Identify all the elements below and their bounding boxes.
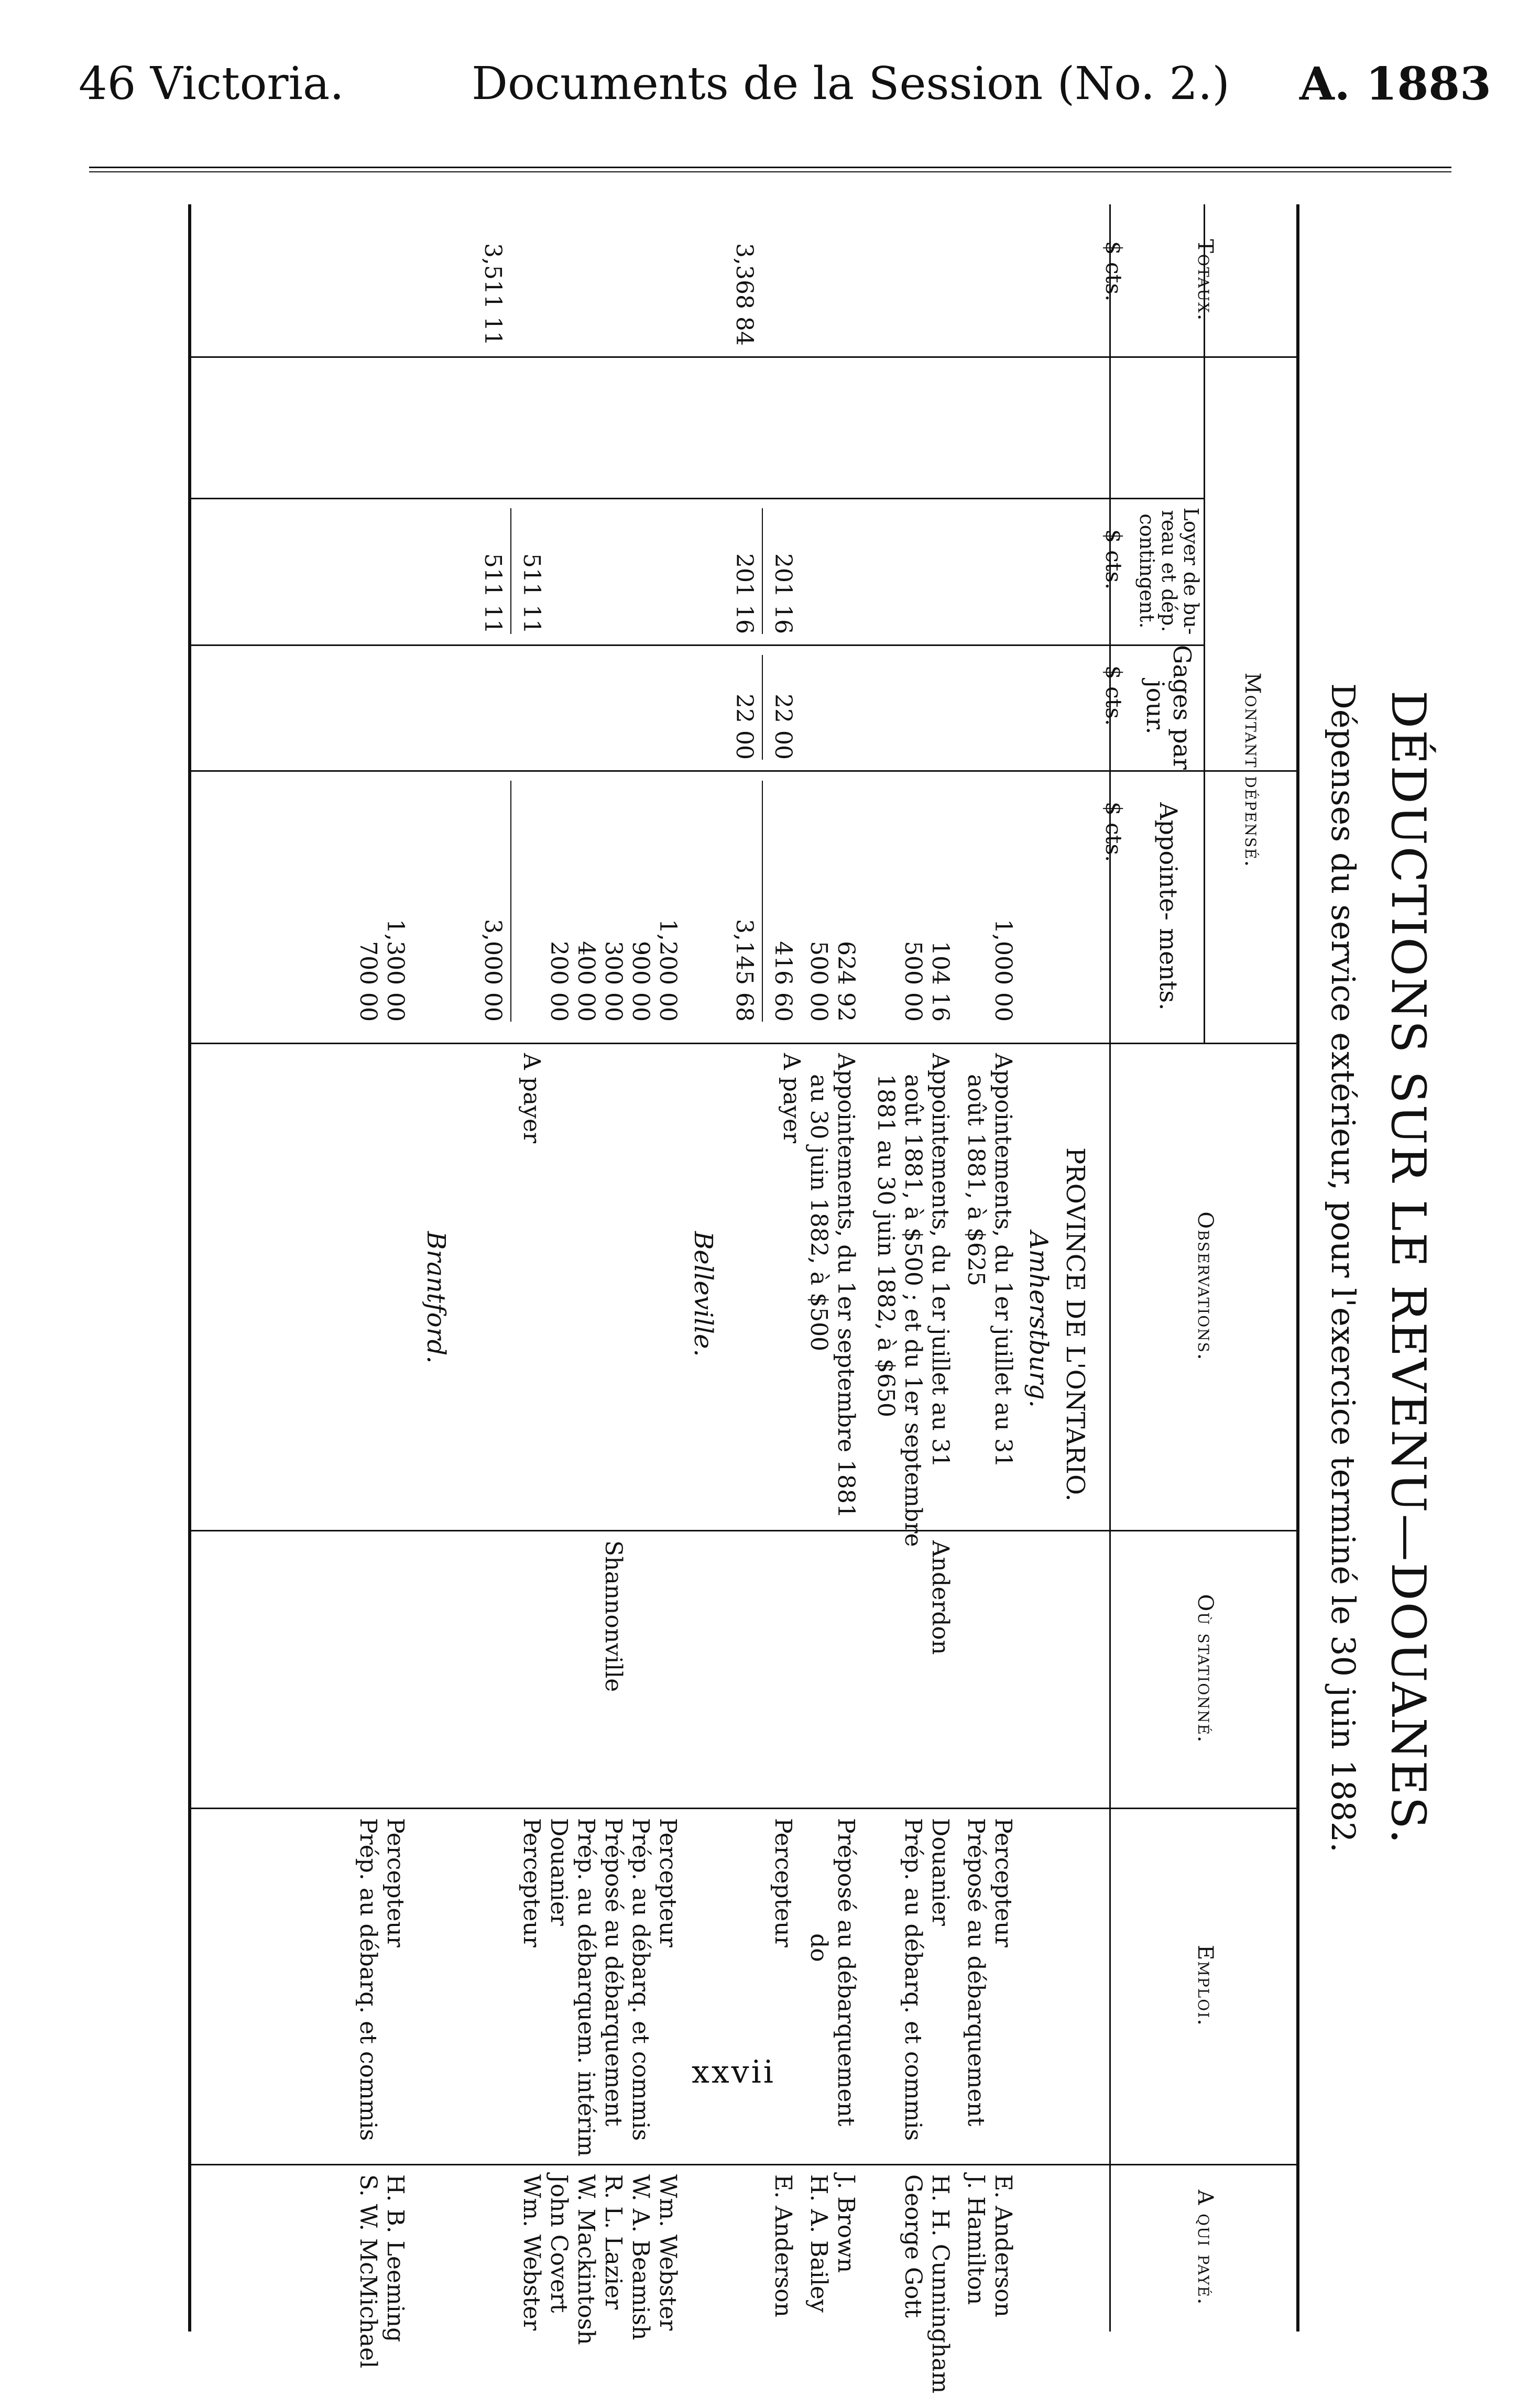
table-row-payee: S. W. McMichael [355, 2174, 381, 2369]
table-row-payee: J. Hamilton [963, 2174, 989, 2305]
section-amherstburg: Amherstburg. [1024, 1231, 1053, 1408]
header-document: Documents de la Session (No. 2.) [472, 58, 1230, 110]
header-session: 46 Victoria. [79, 58, 344, 110]
section-belleville: Belleville. [689, 1231, 718, 1357]
table-row-payee: George Gott [900, 2174, 926, 2318]
header-rule [89, 167, 1451, 172]
section-total: 3,368 84 [731, 243, 758, 346]
subtotal-app: 3,000 00 [479, 919, 506, 1022]
subtotal-loyer: 511 11 [479, 553, 506, 634]
table-row-emploi: Percepteur [518, 1818, 545, 1947]
table-row-payee: H. B. Leeming [382, 2174, 409, 2343]
table-bottom-rule [188, 204, 191, 2332]
unit-totaux: $ cts. [1101, 241, 1127, 302]
table-row-emploi: Prép. au débarq. et commis [627, 1818, 654, 2141]
table-row-obs: Appointements, du 1er juillet au 31 [990, 1053, 1017, 1468]
table-row-payee: Wm. Webster [654, 2174, 681, 2331]
table-row-emploi: Préposé au débarquement [600, 1818, 627, 2127]
subtotal-rule [762, 508, 763, 634]
page-header [0, 0, 1519, 173]
table-row-obs: août 1881, à $625 [963, 1074, 989, 1286]
subtotal-app: 3,145 68 [731, 919, 758, 1022]
table-row-loyer: 511 11 [518, 553, 545, 634]
table-row-payee: E. Anderson [770, 2174, 796, 2317]
subhead-loyer: Loyer de bu- reau et dép. contingent. [1135, 507, 1203, 635]
unit-gages: $ cts. [1101, 665, 1127, 726]
subtotal-rule [762, 781, 763, 1022]
table-row-emploi: Préposé au débarquement [963, 1818, 989, 2127]
table-row-app: 416 60 [770, 941, 796, 1022]
col-header-station: Où stationné. [1193, 1594, 1217, 1744]
subhead-appointements: Appointe- ments. [1154, 802, 1183, 1011]
unit-loyer: $ cts. [1101, 529, 1127, 590]
table-row-emploi: do [805, 1933, 832, 1962]
table-row-emploi: Percepteur [990, 1818, 1017, 1947]
section-total: 3,511 11 [479, 243, 506, 346]
subtotal-rule [762, 655, 763, 760]
table-row-app: 1,200 00 [654, 919, 681, 1022]
subtotal-rule [510, 508, 511, 634]
table-row-app: 500 00 [805, 941, 832, 1022]
col-header-montant: Montant dépensé. [1240, 672, 1264, 868]
section-brantford: Brantford. [421, 1231, 451, 1364]
subtotal-loyer: 201 16 [731, 553, 758, 634]
table-row-app: 200 00 [545, 941, 572, 1022]
table-row-payee: R. L. Lazier [600, 2174, 627, 2310]
table-row-app: 1,000 00 [990, 919, 1017, 1022]
table-row-app: 104 16 [927, 941, 954, 1022]
table-row-emploi: Prép. au débarq. et commis [355, 1818, 381, 2141]
table-row-payee: Wm. Webster [518, 2174, 545, 2331]
table-row-obs: Appointements, du 1er septembre 1881 [833, 1053, 859, 1519]
table-row-app: 900 00 [627, 941, 654, 1022]
table-row-payee: H. H. Cunningham [927, 2174, 954, 2394]
header-year: A. 1883 [1299, 58, 1491, 111]
col-header-observations: Observations. [1193, 1211, 1217, 1361]
table-row-app: 500 00 [900, 941, 926, 1022]
table-row-obs: 1881 au 30 juin 1882, à $650 [872, 1074, 899, 1418]
unit-app: $ cts. [1101, 802, 1127, 862]
table-row-emploi: Percepteur [382, 1818, 409, 1947]
table-row-payee: John Covert [545, 2174, 572, 2313]
table-row-payee: H. A. Bailey [805, 2174, 832, 2313]
rotated-table-block [178, 204, 1436, 2394]
table-row-obs: Appointements, du 1er juillet au 31 [927, 1053, 954, 1468]
col-header-payee: A qui payé. [1193, 2190, 1217, 2306]
col-header-emploi: Emploi. [1193, 1944, 1217, 2027]
table-row-payee: W. Mackintosh [573, 2174, 599, 2345]
table-row-app: 300 00 [600, 941, 627, 1022]
page-subtitle: Dépenses du service extérieur, pour l'exercice terminé le 30 juin 1882. [1324, 683, 1362, 1853]
col-header-totaux: Totaux. [1193, 239, 1217, 322]
table-row-obs: A payer [778, 1053, 805, 1144]
col-rule-totaux [189, 356, 1299, 358]
col-rule-loyer [189, 498, 1205, 499]
table-row-app: 700 00 [355, 941, 381, 1022]
table-row-emploi: Préposé au débarquement [833, 1818, 859, 2127]
table-row-emploi: Prép. au débarquem. intérim [573, 1818, 599, 2157]
table-row-emploi: Douanier [927, 1818, 954, 1926]
table-row-obs: A payer [518, 1053, 545, 1144]
page-title: DÉDUCTIONS SUR LE REVENU—DOUANES. [1381, 690, 1436, 1846]
table-row-gages: 22 00 [770, 694, 796, 760]
table-row-app: 1,300 00 [382, 919, 409, 1022]
subhead-gages: Gages par jour. [1141, 645, 1196, 770]
subtotal-rule [510, 781, 511, 1022]
table-row-payee: J. Brown [833, 2174, 859, 2273]
table-row-payee: E. Anderson [990, 2174, 1017, 2317]
table-row-app: 624 92 [833, 941, 859, 1022]
table-row-payee: W. A. Beamish [627, 2174, 654, 2340]
col-rule-gages [189, 644, 1205, 646]
table-row-obs: août 1881, à $500 ; et du 1er septembre [900, 1074, 926, 1547]
table-row-emploi: Prép. au débarq. et commis [900, 1818, 926, 2141]
table-row-app: 400 00 [573, 941, 599, 1022]
page-number: xxvii [692, 2054, 775, 2090]
table-row-obs: au 30 juin 1882, à $500 [805, 1074, 832, 1352]
table-row-emploi: Percepteur [770, 1818, 796, 1947]
province-heading: PROVINCE DE L'ONTARIO. [1061, 1147, 1090, 1502]
table-row-emploi: Douanier [545, 1818, 572, 1926]
table-row-station: Anderdon [927, 1540, 954, 1655]
table-row-loyer: 201 16 [770, 553, 796, 634]
table-row-emploi: Percepteur [654, 1818, 681, 1947]
table-row-station: Shannonville [600, 1540, 627, 1692]
subtotal-gages: 22 00 [731, 694, 758, 760]
expense-table [189, 204, 1299, 2394]
